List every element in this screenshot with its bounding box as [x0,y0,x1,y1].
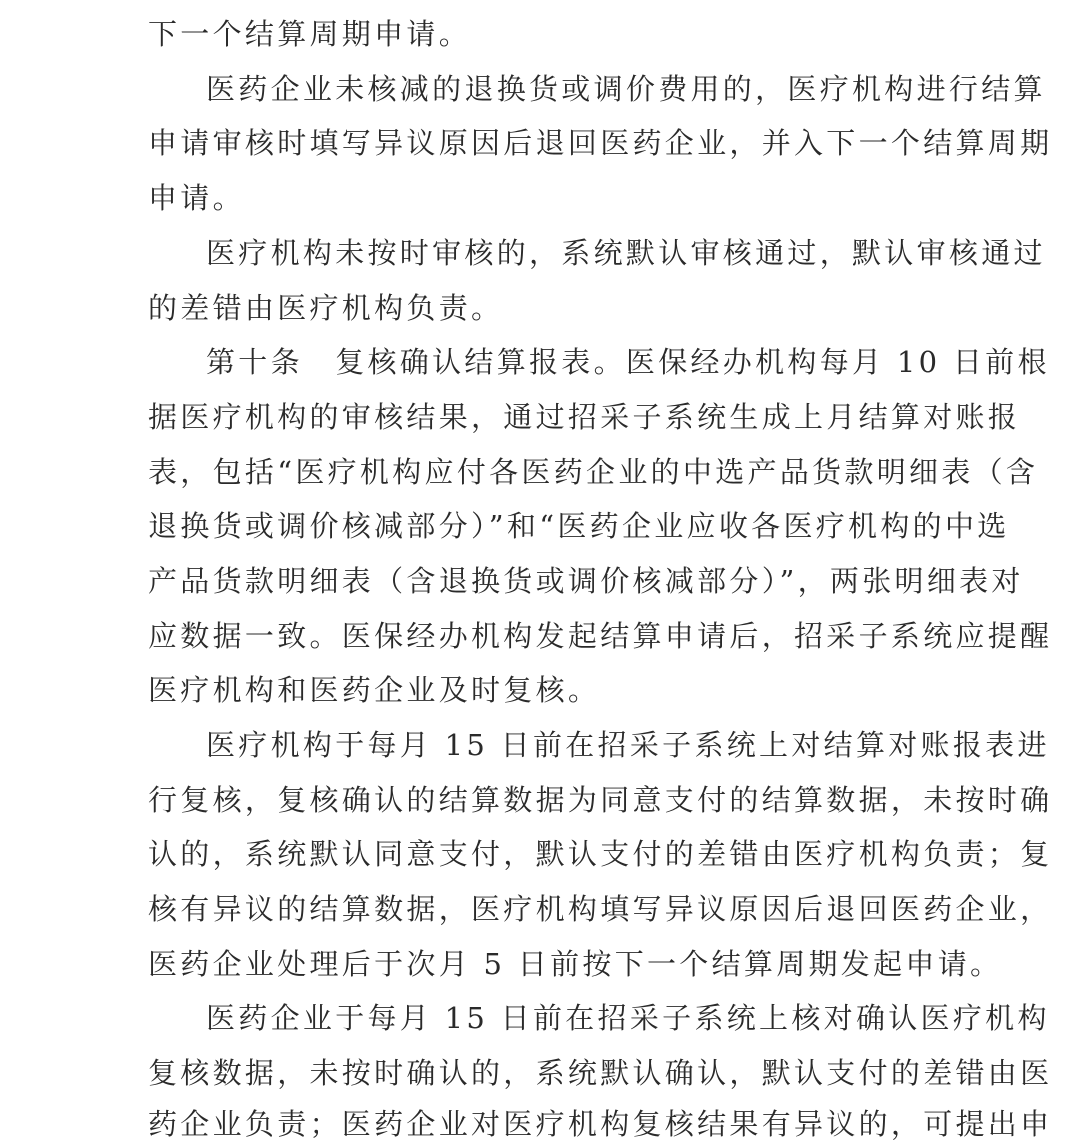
text-line-6: 的差错由医疗机构负责。 [148,291,504,325]
text-line-1: 下一个结算周期申请。 [148,17,472,51]
text-line-3: 申请审核时填写异议原因后退回医药企业，并入下一个结算周期 [148,126,1053,160]
text-line-11: 产品货款明细表（含退换货或调价核减部分）”，两张明细表对 [148,564,1024,598]
text-line-17: 核有异议的结算数据，医疗机构填写异议原因后退回医药企业， [148,892,1053,926]
text-line-14: 医疗机构于每月 15 日前在招采子系统上对结算对账报表进 [206,728,1050,762]
text-line-19: 医药企业于每月 15 日前在招采子系统上核对确认医疗机构 [206,1001,1050,1035]
text-line-20: 复核数据，未按时确认的，系统默认确认，默认支付的差错由医 [148,1056,1053,1090]
text-line-9: 表，包括“医疗机构应付各医药企业的中选产品货款明细表（含 [148,455,1039,489]
text-line-4: 申请。 [148,181,245,215]
text-line-10: 退换货或调价核减部分）”和“医药企业应收各医疗机构的中选 [148,509,1010,543]
text-line-7: 第十条 复核确认结算报表。医保经办机构每月 10 日前根 [206,345,1050,379]
text-line-16: 认的，系统默认同意支付，默认支付的差错由医疗机构负责；复 [148,837,1053,871]
text-line-21: 药企业负责；医药企业对医疗机构复核结果有异议的，可提出申 [148,1107,1053,1141]
text-line-12: 应数据一致。医保经办机构发起结算申请后，招采子系统应提醒 [148,619,1053,653]
text-line-18: 医药企业处理后于次月 5 日前按下一个结算周期发起申请。 [148,947,1003,981]
text-line-15: 行复核，复核确认的结算数据为同意支付的结算数据，未按时确 [148,783,1053,817]
text-line-13: 医疗机构和医药企业及时复核。 [148,673,601,707]
text-line-2: 医药企业未核减的退换货或调价费用的，医疗机构进行结算 [206,72,1046,106]
text-line-5: 医疗机构未按时审核的，系统默认审核通过，默认审核通过 [206,236,1046,270]
text-line-8: 据医疗机构的审核结果，通过招采子系统生成上月结算对账报 [148,400,1021,434]
